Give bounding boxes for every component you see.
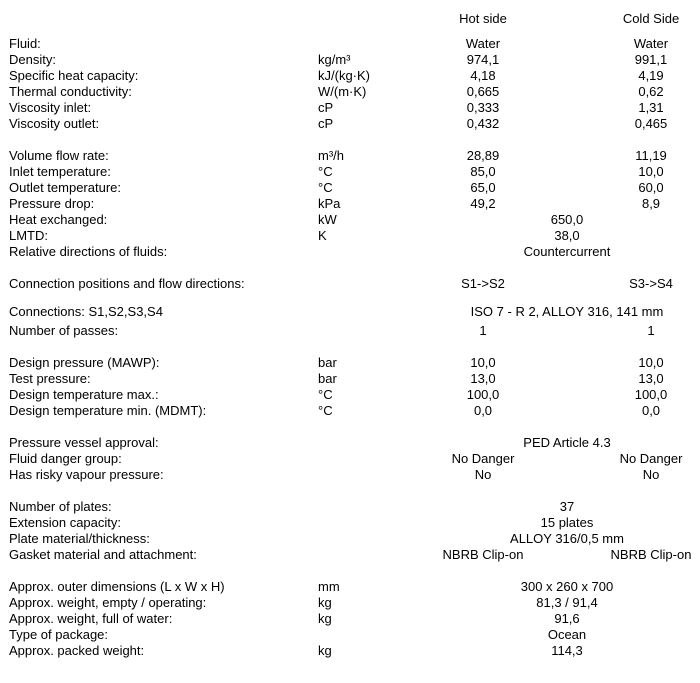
table-row — [0, 355, 700, 371]
table-row — [0, 276, 700, 292]
row-unit: cP — [318, 116, 334, 131]
row-hot-value: 4,18 — [470, 68, 496, 83]
row-unit: kW — [318, 212, 337, 227]
row-hot-value: 974,1 — [466, 52, 500, 67]
row-label: Pressure vessel approval: — [9, 435, 159, 450]
row-label: Design pressure (MAWP): — [9, 355, 160, 370]
row-label: Extension capacity: — [9, 515, 122, 530]
table-row — [0, 611, 700, 627]
row-label: Approx. weight, empty / operating: — [9, 595, 207, 610]
row-label: Test pressure: — [9, 371, 91, 386]
table-row — [0, 531, 700, 547]
row-hot-value: S1->S2 — [461, 276, 505, 291]
row-combined-value: 15 plates — [540, 515, 594, 530]
table-row — [0, 244, 700, 260]
row-label: Design temperature min. (MDMT): — [9, 403, 207, 418]
table-row — [0, 148, 700, 164]
row-label: Number of passes: — [9, 323, 119, 338]
row-hot-value: 0,665 — [466, 84, 500, 99]
row-combined-value: ALLOY 316/0,5 mm — [510, 531, 624, 546]
row-combined-value: 650,0 — [550, 212, 584, 227]
row-unit: mm — [318, 579, 340, 594]
row-combined-value: PED Article 4.3 — [523, 435, 611, 450]
row-combined-value: 38,0 — [554, 228, 580, 243]
row-combined-value: 91,6 — [554, 611, 580, 626]
row-label: Approx. packed weight: — [9, 643, 145, 658]
row-hot-value: 0,333 — [466, 100, 500, 115]
row-label: Design temperature max.: — [9, 387, 159, 402]
row-label: Relative directions of fluids: — [9, 244, 168, 259]
table-row — [0, 164, 700, 180]
row-label: Plate material/thickness: — [9, 531, 150, 546]
row-unit: kPa — [318, 196, 341, 211]
table-row — [0, 387, 700, 403]
row-label: Fluid: — [9, 36, 41, 51]
row-label: Pressure drop: — [9, 196, 95, 211]
table-row — [0, 100, 700, 116]
table-row — [0, 595, 700, 611]
row-combined-value: 300 x 260 x 700 — [520, 579, 614, 594]
row-cold-value: 4,19 — [638, 68, 664, 83]
row-combined-value: 37 — [559, 499, 575, 514]
row-combined-value: ISO 7 - R 2, ALLOY 316, 141 mm — [470, 304, 664, 319]
row-unit: K — [318, 228, 327, 243]
table-row — [0, 212, 700, 228]
row-cold-value: 1 — [647, 323, 655, 338]
row-label: Has risky vapour pressure: — [9, 467, 164, 482]
row-cold-value: 991,1 — [634, 52, 668, 67]
row-unit: kg — [318, 595, 332, 610]
table-row — [0, 451, 700, 467]
row-unit: W/(m·K) — [318, 84, 367, 99]
row-label: Fluid danger group: — [9, 451, 122, 466]
row-label: Outlet temperature: — [9, 180, 121, 195]
row-hot-value: 85,0 — [470, 164, 496, 179]
table-row — [0, 515, 700, 531]
row-cold-value: 10,0 — [638, 355, 664, 370]
row-label: Heat exchanged: — [9, 212, 108, 227]
row-cold-value: 0,0 — [641, 403, 661, 418]
table-row — [0, 627, 700, 643]
row-cold-value: 13,0 — [638, 371, 664, 386]
row-unit: kg/m³ — [318, 52, 351, 67]
table-row — [0, 403, 700, 419]
row-cold-value: 10,0 — [638, 164, 664, 179]
row-label: Inlet temperature: — [9, 164, 111, 179]
row-hot-value: 10,0 — [470, 355, 496, 370]
row-unit: °C — [318, 403, 333, 418]
row-hot-value: No — [474, 467, 492, 482]
row-unit: kg — [318, 611, 332, 626]
row-combined-value: Ocean — [547, 627, 587, 642]
row-unit: °C — [318, 164, 333, 179]
row-label: Viscosity outlet: — [9, 116, 100, 131]
row-label: Connections: S1,S2,S3,S4 — [9, 304, 163, 319]
table-row — [0, 36, 700, 52]
row-label: Specific heat capacity: — [9, 68, 139, 83]
table-row — [0, 196, 700, 212]
column-header-row — [0, 11, 700, 27]
row-cold-value: 0,465 — [634, 116, 668, 131]
row-hot-value: 0,432 — [466, 116, 500, 131]
row-cold-value: 60,0 — [638, 180, 664, 195]
row-hot-value: No Danger — [451, 451, 515, 466]
table-row — [0, 371, 700, 387]
row-label: Approx. weight, full of water: — [9, 611, 173, 626]
row-cold-value: 8,9 — [641, 196, 661, 211]
row-cold-value: 0,62 — [638, 84, 664, 99]
row-hot-value: NBRB Clip-on — [442, 547, 524, 562]
row-label: Connection positions and flow directions: — [9, 276, 245, 291]
row-unit: m³/h — [318, 148, 344, 163]
row-label: Density: — [9, 52, 56, 67]
table-row — [0, 499, 700, 515]
row-combined-value: Countercurrent — [523, 244, 611, 259]
table-row — [0, 467, 700, 483]
row-label: Number of plates: — [9, 499, 112, 514]
table-row — [0, 643, 700, 659]
row-unit: bar — [318, 371, 337, 386]
table-row — [0, 68, 700, 84]
table-row — [0, 323, 700, 339]
row-hot-value: 100,0 — [466, 387, 500, 402]
row-cold-value: 1,31 — [638, 100, 664, 115]
row-unit: °C — [318, 180, 333, 195]
row-hot-value: Water — [465, 36, 501, 51]
table-row — [0, 52, 700, 68]
row-cold-value: 100,0 — [634, 387, 668, 402]
table-row — [0, 180, 700, 196]
row-hot-value: 13,0 — [470, 371, 496, 386]
row-label: Approx. outer dimensions (L x W x H) — [9, 579, 225, 594]
table-row — [0, 435, 700, 451]
header-hot-side: Hot side — [459, 11, 507, 26]
row-cold-value: Water — [633, 36, 669, 51]
row-label: LMTD: — [9, 228, 48, 243]
table-row — [0, 304, 700, 320]
header-cold-side: Cold Side — [622, 11, 680, 26]
row-unit: °C — [318, 387, 333, 402]
row-cold-value: No — [642, 467, 660, 482]
row-hot-value: 0,0 — [473, 403, 493, 418]
row-hot-value: 1 — [479, 323, 487, 338]
table-row — [0, 116, 700, 132]
row-cold-value: 11,19 — [635, 148, 667, 163]
row-combined-value: 81,3 / 91,4 — [536, 595, 598, 610]
table-row — [0, 228, 700, 244]
table-row — [0, 579, 700, 595]
row-cold-value: NBRB Clip-on — [610, 547, 692, 562]
row-unit: kJ/(kg·K) — [318, 68, 370, 83]
row-unit: bar — [318, 355, 337, 370]
row-combined-value: 114,3 — [551, 643, 583, 658]
row-hot-value: 65,0 — [470, 180, 496, 195]
table-row — [0, 547, 700, 563]
row-label: Thermal conductivity: — [9, 84, 132, 99]
row-label: Viscosity inlet: — [9, 100, 92, 115]
table-row — [0, 84, 700, 100]
row-unit: cP — [318, 100, 334, 115]
row-hot-value: 49,2 — [470, 196, 496, 211]
row-label: Volume flow rate: — [9, 148, 109, 163]
row-label: Type of package: — [9, 627, 109, 642]
row-cold-value: No Danger — [619, 451, 683, 466]
row-hot-value: 28,89 — [466, 148, 500, 163]
row-unit: kg — [318, 643, 332, 658]
row-label: Gasket material and attachment: — [9, 547, 197, 562]
row-cold-value: S3->S4 — [629, 276, 673, 291]
